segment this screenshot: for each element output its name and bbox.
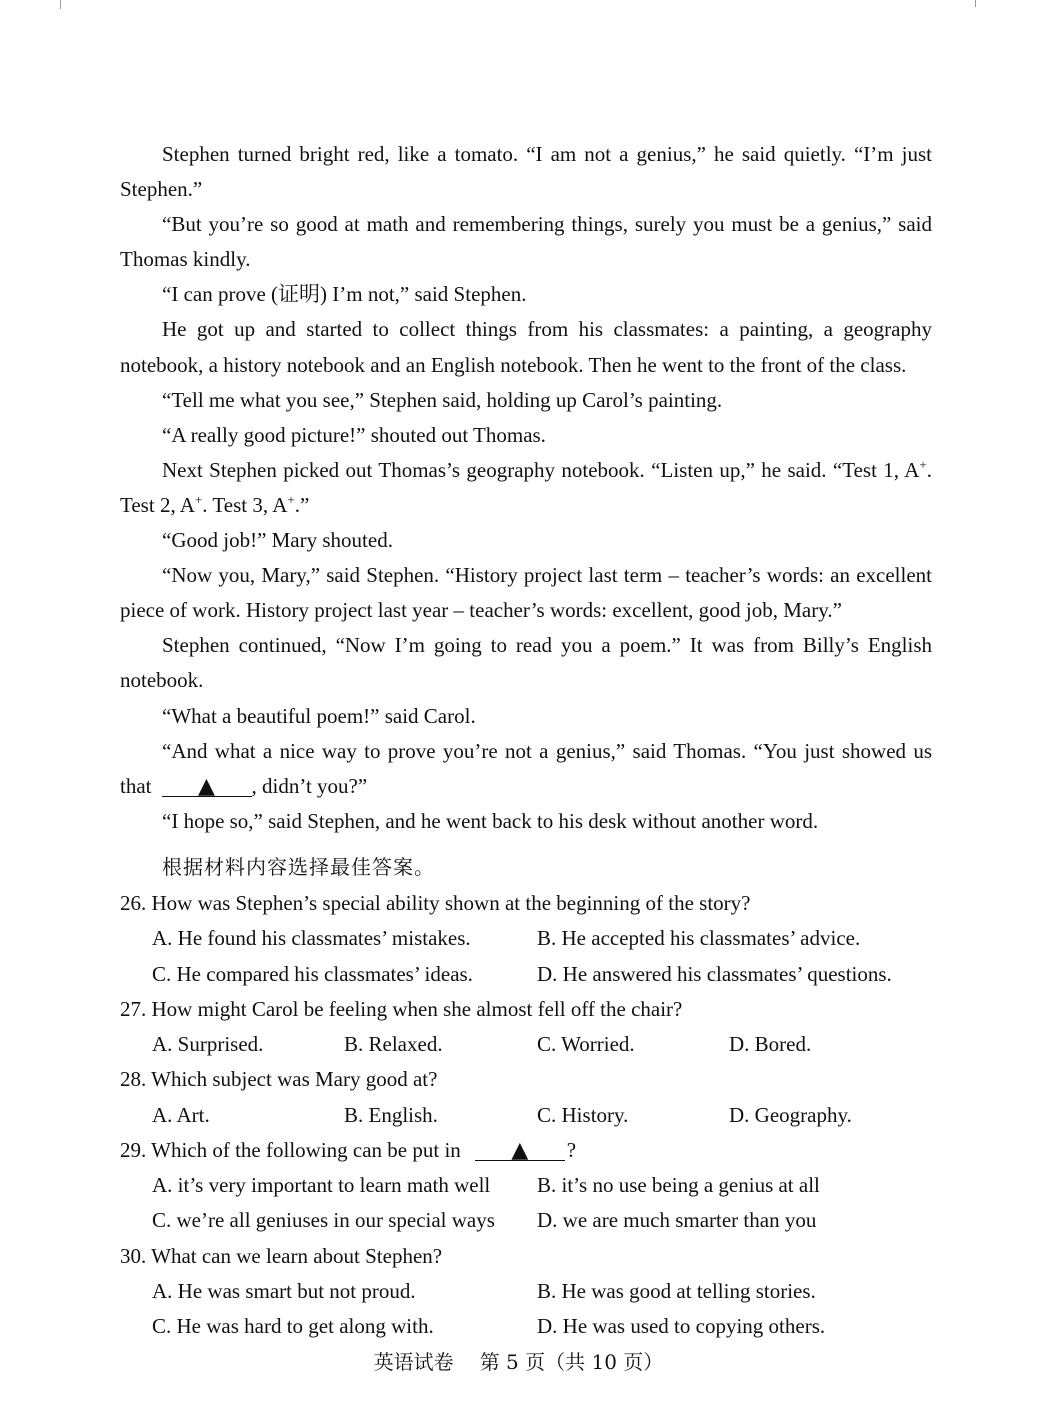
option-label: D.	[729, 1032, 750, 1056]
line-text: that	[120, 773, 152, 798]
story-paragraph-11	[120, 699, 932, 734]
story-line: “Now you, Mary,” said Stephen. “History project last term – teacher’s words: an excellent	[162, 563, 932, 588]
option-label: C.	[152, 1314, 172, 1338]
option-d	[729, 1098, 852, 1133]
grade-superscript: +	[194, 491, 203, 507]
question-number: 27.	[120, 996, 147, 1021]
question-answer-blank	[475, 1137, 565, 1163]
option-label: C.	[152, 961, 172, 986]
story-line: “I can prove (证明) I’m not,” said Stephen.	[162, 282, 527, 307]
option-label: D.	[729, 1102, 750, 1127]
option-label: A.	[152, 1173, 173, 1197]
option-text: History.	[561, 1102, 629, 1127]
footer-page-number: 第 5 页（共 10 页）	[479, 1350, 664, 1374]
story-paragraph-1	[120, 137, 932, 207]
line-text: . Test 3, A	[202, 492, 288, 517]
story-line: He got up and started to collect things from his classmates: a painting, a geography	[162, 317, 932, 342]
option-label: B.	[537, 926, 557, 951]
story-paragraph-4	[120, 312, 932, 382]
option-text: He compared his classmates’ ideas.	[176, 961, 473, 986]
line-text: Next Stephen picked out Thomas’s geography notebook. “Listen up,” he said. “Test 1, A	[162, 457, 920, 482]
question-26-stem	[120, 886, 960, 921]
option-d	[729, 1027, 811, 1062]
option-label: D.	[537, 1314, 558, 1338]
option-text: He answered his classmates’ questions.	[562, 961, 892, 986]
question-26-options-row-2	[120, 957, 960, 992]
option-text: Surprised.	[177, 1032, 264, 1056]
story-paragraph-8	[120, 523, 932, 558]
page-footer	[0, 1345, 1037, 1380]
option-text: He was good at telling stories.	[561, 1278, 816, 1303]
option-text: He was hard to get along with.	[176, 1314, 434, 1338]
story-line: “I hope so,” said Stephen, and he went back to his desk without another word.	[162, 808, 819, 833]
option-text: Bored.	[754, 1032, 812, 1056]
line-text: .	[926, 457, 932, 482]
question-text-end: ?	[566, 1137, 577, 1162]
option-text: He found his classmates’ mistakes.	[177, 926, 471, 951]
option-c	[152, 1203, 495, 1238]
question-30-options-row-2	[120, 1309, 960, 1344]
option-c	[537, 1027, 635, 1062]
questions-section	[120, 886, 960, 1344]
question-number: 30.	[120, 1243, 147, 1268]
option-label: C.	[152, 1208, 172, 1233]
option-b	[537, 1274, 816, 1309]
triangle-marker-icon: ▲	[511, 1137, 529, 1163]
question-28-stem	[120, 1062, 960, 1097]
line-text: , didn’t you?”	[251, 773, 368, 798]
option-c	[152, 957, 473, 992]
question-26-options-row-1	[120, 921, 960, 956]
question-number: 29.	[120, 1137, 147, 1162]
option-text: it’s very important to learn math well	[177, 1173, 491, 1197]
story-line: Stephen.”	[120, 177, 203, 202]
option-c	[537, 1098, 628, 1133]
story-line	[120, 488, 932, 523]
option-text: we’re all geniuses in our special ways	[176, 1208, 495, 1233]
story-line: notebook.	[120, 668, 204, 693]
option-label: B.	[537, 1173, 557, 1197]
option-label: D.	[537, 961, 558, 986]
story-paragraph-12	[120, 734, 932, 804]
story-paragraph-5	[120, 383, 932, 418]
option-label: A.	[152, 1102, 173, 1127]
option-b	[537, 1168, 820, 1203]
question-30-stem	[120, 1239, 960, 1274]
question-29-options-row-1	[120, 1168, 960, 1203]
story-paragraph-6	[120, 418, 932, 453]
question-27-options-row	[120, 1027, 960, 1062]
story-line	[120, 453, 932, 488]
question-28-options-row	[120, 1098, 960, 1133]
question-29-options-row-2	[120, 1203, 960, 1238]
option-text: He was smart but not proud.	[177, 1278, 416, 1303]
option-d	[537, 1203, 816, 1238]
option-text: Geography.	[754, 1102, 852, 1127]
story-line: Stephen continued, “Now I’m going to read you a poem.” It was from Billy’s English	[162, 633, 932, 658]
triangle-marker-icon: ▲	[198, 773, 215, 799]
option-label: C.	[537, 1032, 557, 1056]
question-text: What can we learn about Stephen?	[151, 1243, 443, 1268]
scan-mark-right	[975, 0, 976, 7]
option-d	[537, 1309, 825, 1344]
story-paragraph-2	[120, 207, 932, 277]
option-a	[152, 1168, 490, 1203]
option-label: A.	[152, 1032, 173, 1056]
option-text: Art.	[176, 1102, 210, 1127]
question-text: Which of the following can be put in	[151, 1137, 461, 1162]
option-text: He was used to copying others.	[562, 1314, 826, 1338]
question-text: Which subject was Mary good at?	[151, 1067, 438, 1092]
story-paragraph-10	[120, 628, 932, 698]
option-text: we are much smarter than you	[562, 1208, 817, 1233]
line-text: .”	[294, 492, 310, 517]
line-text: Test 2, A	[120, 492, 195, 517]
option-text: He accepted his classmates’ advice.	[561, 926, 861, 951]
story-paragraph-7	[120, 453, 932, 523]
option-text: English.	[368, 1102, 438, 1127]
option-label: B.	[344, 1102, 364, 1127]
option-c	[152, 1309, 434, 1344]
story-line: Stephen turned bright red, like a tomato. “I am not a genius,” he said quietly. “I’m just	[162, 142, 932, 166]
option-label: A.	[152, 926, 173, 951]
option-label: D.	[537, 1208, 558, 1233]
section-instruction: 根据材料内容选择最佳答案。	[162, 855, 435, 879]
story-line: “And what a nice way to prove you’re not a genius,” said Thomas. “You just showed us	[162, 738, 932, 763]
grade-superscript: +	[919, 456, 927, 472]
question-29-stem	[120, 1133, 960, 1168]
story-line: “What a beautiful poem!” said Carol.	[162, 703, 476, 728]
story-paragraph-9	[120, 558, 932, 628]
option-a	[152, 1027, 263, 1062]
question-number: 28.	[120, 1067, 147, 1092]
story-line: “Tell me what you see,” Stephen said, holding up Carol’s painting.	[162, 387, 723, 412]
option-b	[537, 921, 860, 956]
story-paragraph-13	[120, 804, 932, 839]
option-label: C.	[537, 1102, 557, 1127]
option-a	[152, 1274, 416, 1309]
story-line: notebook, a history notebook and an English notebook. Then he went to the front of the class.	[120, 352, 907, 377]
question-27-stem	[120, 992, 960, 1027]
option-label: B.	[344, 1032, 364, 1056]
story-line: piece of work. History project last year – teacher’s words: excellent, good job, Mary.”	[120, 598, 842, 623]
option-d	[537, 957, 892, 992]
story-line	[120, 769, 932, 804]
question-30-options-row-1	[120, 1274, 960, 1309]
story-line: “A really good picture!” shouted out Thomas.	[162, 422, 546, 447]
story-line: Thomas kindly.	[120, 247, 251, 272]
footer-title: 英语试卷	[373, 1350, 454, 1374]
scan-mark-left	[60, 0, 61, 9]
story-line: “But you’re so good at math and remembering things, surely you must be a genius,” said	[162, 212, 932, 237]
option-a	[152, 1098, 210, 1133]
story-line: “Good job!” Mary shouted.	[162, 528, 393, 553]
story-passage	[120, 137, 932, 839]
option-b	[344, 1027, 443, 1062]
option-text: it’s no use being a genius at all	[561, 1173, 820, 1197]
grade-superscript: +	[287, 491, 295, 507]
story-paragraph-3	[120, 277, 932, 312]
option-text: Worried.	[561, 1032, 635, 1056]
option-a	[152, 921, 471, 956]
option-b	[344, 1098, 438, 1133]
option-label: A.	[152, 1278, 173, 1303]
story-answer-blank	[162, 773, 252, 799]
option-label: B.	[537, 1278, 557, 1303]
question-text: How was Stephen’s special ability shown at the beginning of the story?	[151, 891, 751, 915]
question-text: How might Carol be feeling when she almost fell off the chair?	[151, 996, 683, 1021]
question-number: 26.	[120, 891, 147, 915]
option-text: Relaxed.	[368, 1032, 443, 1056]
